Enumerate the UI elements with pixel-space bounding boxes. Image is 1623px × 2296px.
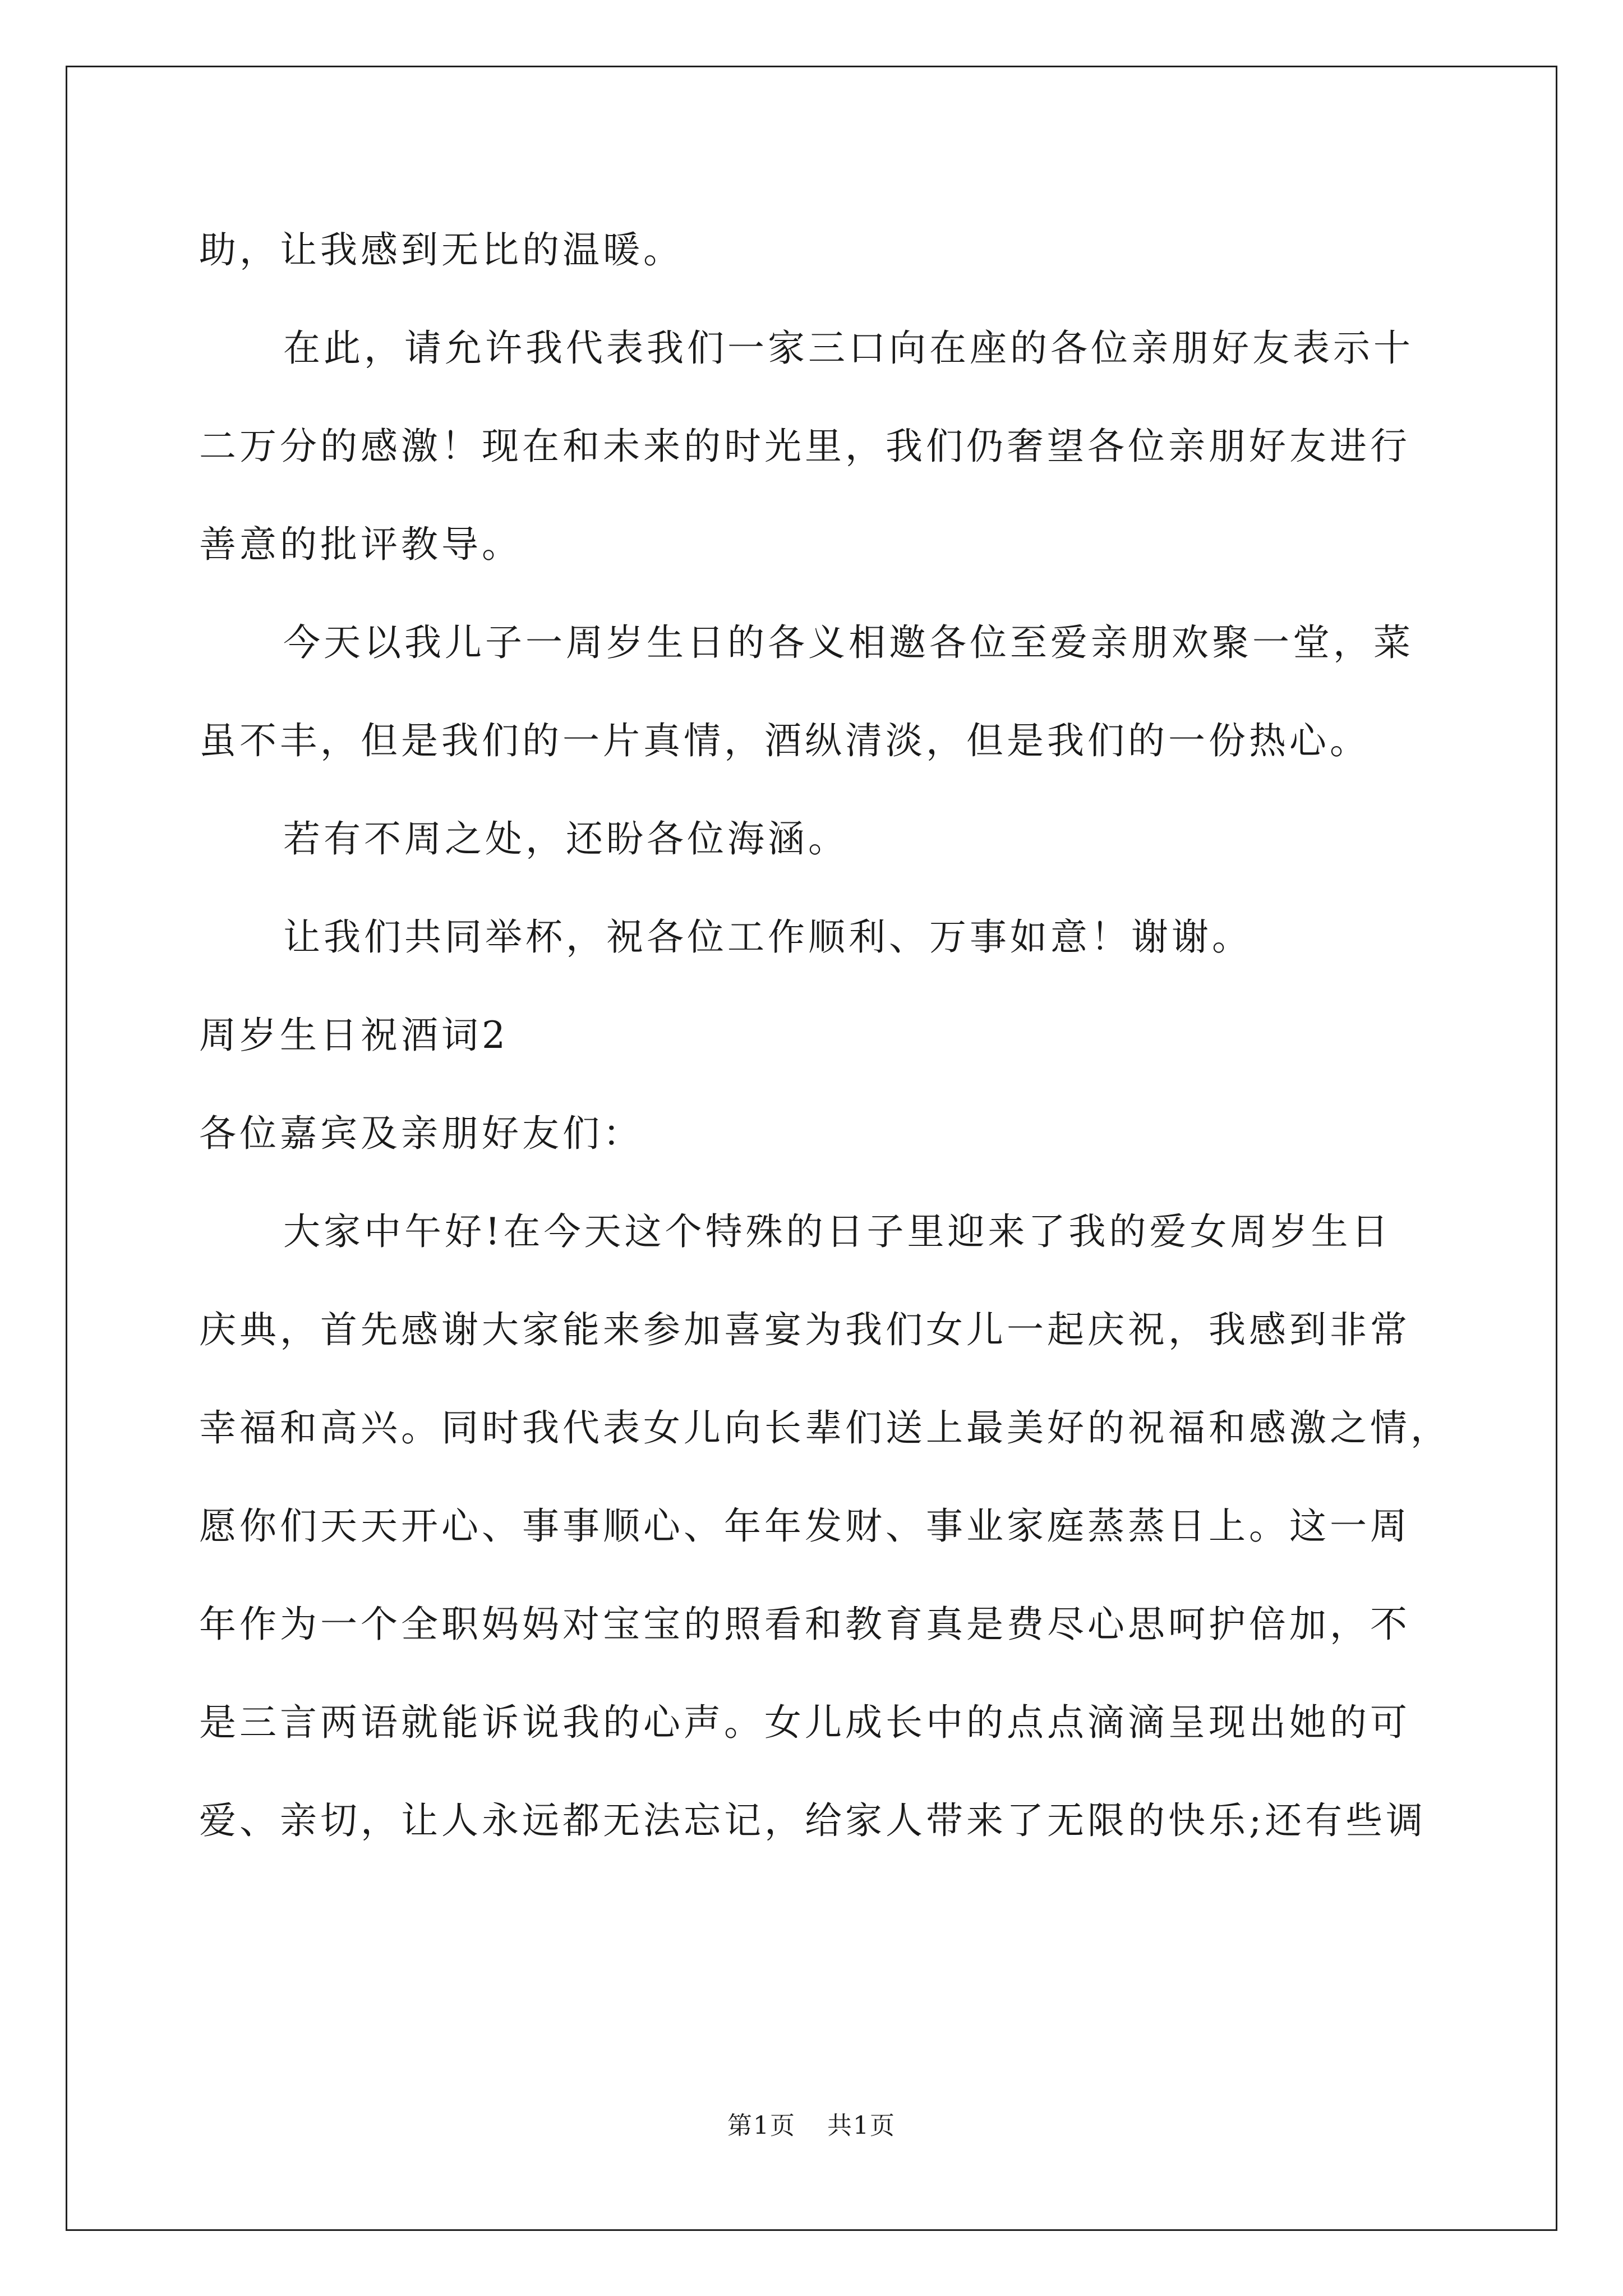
document-body <box>199 201 1451 1870</box>
text-line: 今天以我儿子一周岁生日的各义相邀各位至爱亲朋欢聚一堂，菜 <box>283 621 1414 664</box>
text-line: 助，让我感到无比的温暖。 <box>199 228 684 272</box>
text-line: 是三言两语就能诉说我的心声。女儿成长中的点点滴滴呈现出她的可 <box>199 1701 1410 1744</box>
section-heading: 周岁生日祝酒词2 <box>199 1014 509 1057</box>
text-line: 爱、亲切，让人永远都无法忘记，给家人带来了无限的快乐;还有些调 <box>199 1799 1427 1842</box>
text-line: 幸福和高兴。同时我代表女儿向长辈们送上最美好的祝福和感激之情， <box>199 1406 1451 1450</box>
page-total: 共1页 <box>827 2111 896 2140</box>
salutation: 各位嘉宾及亲朋好友们： <box>199 1112 643 1155</box>
text-line: 若有不周之处，还盼各位海涵。 <box>283 817 849 861</box>
text-line: 虽不丰，但是我们的一片真情，酒纵清淡，但是我们的一份热心。 <box>199 719 1370 762</box>
page-footer <box>0 2109 1623 2143</box>
text-line: 庆典，首先感谢大家能来参加喜宴为我们女儿一起庆祝，我感到非常 <box>199 1308 1410 1351</box>
text-line: 年作为一个全职妈妈对宝宝的照看和教育真是费尽心思呵护倍加，不 <box>199 1603 1410 1646</box>
text-line: 善意的批评教导。 <box>199 523 522 566</box>
page-number: 第1页 <box>727 2111 796 2140</box>
text-line: 大家中午好!在今天这个特殊的日子里迎来了我的爱女周岁生日 <box>283 1210 1392 1253</box>
text-line: 让我们共同举杯，祝各位工作顺利、万事如意！谢谢。 <box>283 915 1252 959</box>
text-line: 愿你们天天开心、事事顺心、年年发财、事业家庭蒸蒸日上。这一周 <box>199 1504 1410 1548</box>
text-line: 在此，请允许我代表我们一家三口向在座的各位亲朋好友表示十 <box>283 326 1414 370</box>
text-line: 二万分的感激！现在和未来的时光里，我们仍奢望各位亲朋好友进行 <box>199 425 1410 468</box>
text-lines <box>199 201 1451 1870</box>
